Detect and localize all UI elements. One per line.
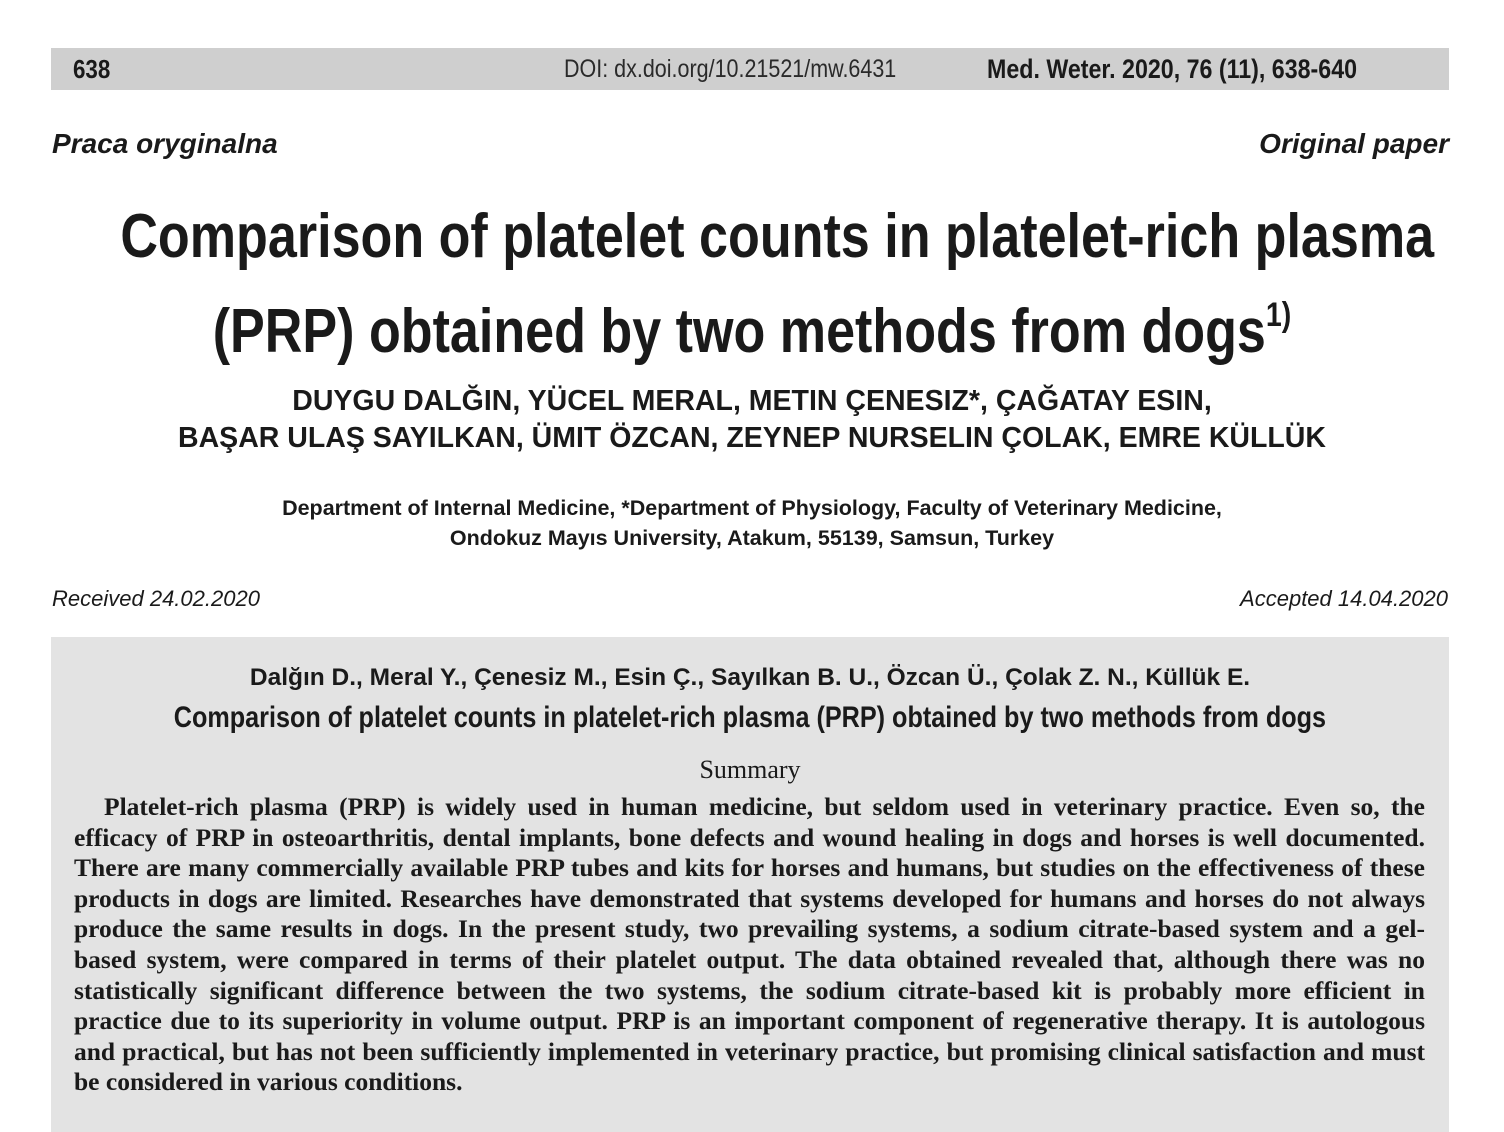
- authors-line-2: BAŞAR ULAŞ SAYILKAN, ÜMIT ÖZCAN, ZEYNEP NURSELIN ÇOLAK, EMRE KÜLLÜK: [178, 422, 1326, 454]
- title-line-1: Comparison of platelet counts in platelet-rich plasma: [120, 202, 1435, 271]
- article-title: [0, 198, 1504, 371]
- affiliation-line-1: Department of Internal Medicine, *Department of Physiology, Faculty of Veterinary Medicine,: [282, 496, 1222, 520]
- title-line-2: [120, 276, 1383, 371]
- accepted-date: Accepted 14.04.2020: [1240, 586, 1448, 611]
- authors-line-1: DUYGU DALĞIN, YÜCEL MERAL, METIN ÇENESIZ*, ÇAĞATAY ESIN,: [292, 385, 1212, 417]
- article-type-english: Original paper: [1259, 128, 1449, 159]
- title-footnote-mark: 1): [1265, 296, 1292, 334]
- author-list: [0, 383, 1504, 457]
- doi-link[interactable]: DOI: dx.doi.org/10.21521/mw.6431: [564, 55, 897, 83]
- page-number: 638: [73, 54, 111, 84]
- title-line-2-text: (PRP) obtained by two methods from dogs: [212, 297, 1266, 366]
- journal-reference: Med. Weter. 2020, 76 (11), 638-640: [987, 54, 1358, 84]
- journal-header-bar: [51, 48, 1449, 90]
- summary-text: Platelet-rich plasma (PRP) is widely used in human medicine, but seldom used in veterinary practice. Even so, the efficacy of PRP in osteoarthritis, dental implants, bone defects and wound healing in dogs and horses is well documented. There are many commercially available PRP tubes and kits for horses and humans, but studies on the effectiveness of these products in dogs are limited. Researches have demonstrated that systems developed for humans and horses do not always produce the same results in dogs. In the present study, two prevailing systems, a sodium citrate-based system and a gel-based system, were compared in terms of their platelet output. The data obtained revealed that, although there was no statistically significant difference between the two systems, the sodium citrate-based kit is probably more efficient in practice due to its superiority in volume output. PRP is an important component of regenerative therapy. It is autologous and practical, but has not been sufficiently implemented in veterinary practice, but promising clinical satisfaction and must be considered in various conditions.: [74, 792, 1425, 1097]
- affiliation: [0, 493, 1504, 553]
- summary-box: [51, 637, 1449, 1132]
- received-date: Received 24.02.2020: [52, 586, 260, 611]
- citation-title-text: Comparison of platelet counts in platelet-rich plasma (PRP) obtained by two methods from dogs: [173, 701, 1327, 734]
- citation-title: [51, 701, 1449, 735]
- summary-heading: Summary: [699, 755, 801, 784]
- citation-authors: Dalğın D., Meral Y., Çenesiz M., Esin Ç., Sayılkan B. U., Özcan Ü., Çolak Z. N., Küllük E.: [249, 664, 1251, 691]
- article-type-polish: Praca oryginalna: [52, 128, 278, 159]
- affiliation-line-2: Ondokuz Mayıs University, Atakum, 55139, Samsun, Turkey: [449, 526, 1055, 550]
